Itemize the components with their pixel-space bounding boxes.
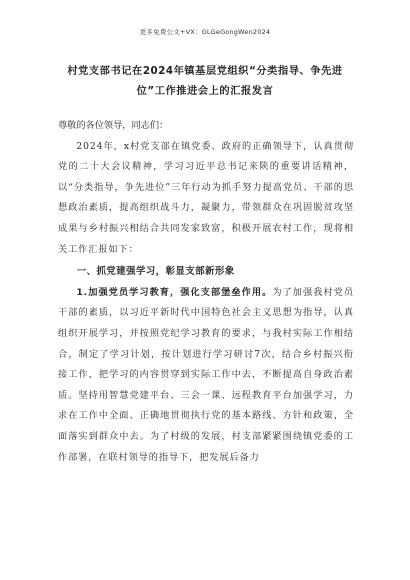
section-heading-1: 一、抓党建强学习，彰显支部新形象: [76, 266, 235, 278]
salutation: 尊敬的各位领导，同志们：: [58, 120, 169, 131]
subsection-text-1: 为了加强我村党员干部的素质，以习近平新时代中国特色社会主义思想为指导，认真组织开展学习，并按照党纪学习教育的要求，与我村实际工作相结合，制定了学习计划，按计划进行学习研讨7次，结合乡村振兴衔接工作，把学习的内容贯穿到实际工作中去，不断提高自身政治素质。坚持用智慧党建平台、三会一课、远程教育平台加强学习，力求在工作中全面、正确地贯彻执行党的基本路线、方针和政策，全面落实到群众中去。为了村级的发展，村支部紧紧围绕镇党委的工作部署，在联村领导的指导下，把发展后备力: [58, 286, 354, 463]
document-body: [58, 116, 354, 468]
header-note: 更多免费公文+VX：GLGeGongWen2024: [139, 28, 271, 36]
document-title: 村党支部书记在2024年镇基层党组织“分类指导、争先进位”工作推进会上的汇报发言: [67, 66, 343, 97]
subsection-paragraph-1: [58, 283, 354, 468]
subsection-heading-1: 1.加强党员学习教育，强化支部堡垒作用。: [76, 286, 273, 298]
intro-paragraph: 2024年，x村党支部在镇党委、政府的正确领导下，认真贯彻党的二十大会议精神，学习习近平总书记来陕的重要讲话精神，以“分类指导，争先进位”三年行动为抓手努力提高党员、干部的思想政治素质，提高组织战斗力，凝聚力，带领群众在巩固脱贫攻坚成果与乡村振兴相结合共同发家致富，积极开展农村工作，现将相关工作汇报如下：: [58, 140, 354, 255]
